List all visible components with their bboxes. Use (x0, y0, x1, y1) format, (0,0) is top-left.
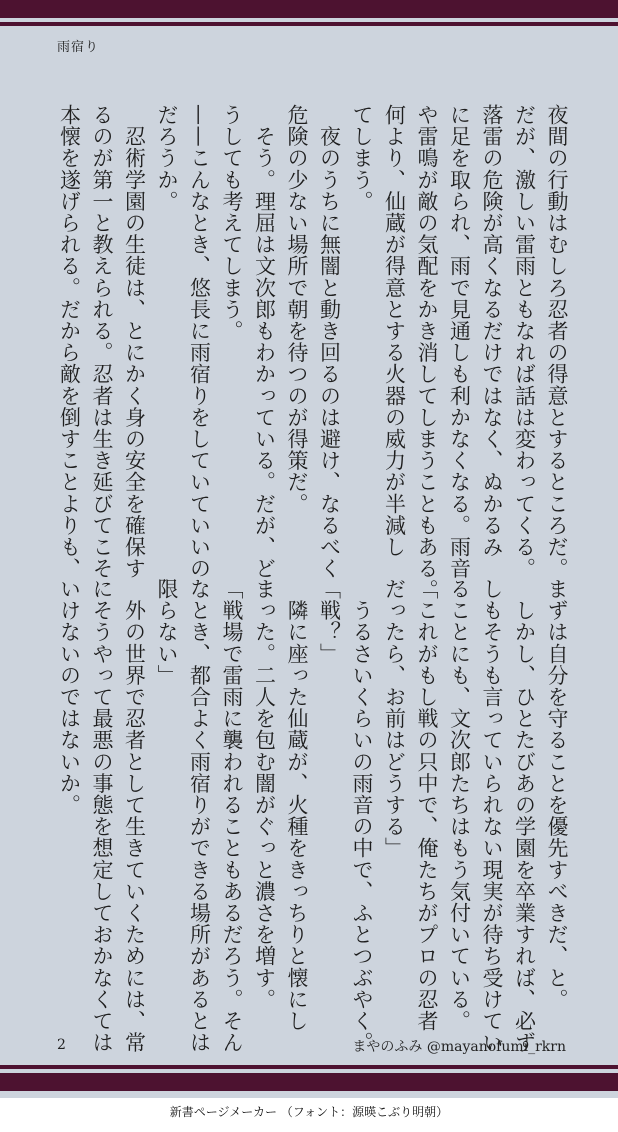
text-column: 「戦場で雷雨に襲われることもあるだろう。そん (220, 578, 244, 1054)
text-column: うるさいくらいの雨音の中で、ふとつぶやく。 (350, 578, 374, 1054)
text-column: だが、激しい雷雨ともなれば話は変わってくる。 (512, 104, 537, 580)
upper-text-block (53, 104, 573, 601)
text-column: てしまう。 (350, 104, 374, 212)
text-column: ——こんなとき、悠長に雨宿りをしていていいの (187, 104, 212, 580)
text-column: 「これがもし戦の只中で、俺たちがプロの忍者 (415, 578, 439, 1032)
text-column: 本懐を遂げられる。だから敵を倒すことよりも、 (57, 104, 82, 580)
text-column: 「戦？」 (317, 578, 342, 665)
text-column: や雷鳴が敵の気配をかき消してしまうこともある。 (415, 104, 439, 601)
text-column: だったら、お前はどうする」 (382, 578, 407, 859)
text-column: ることにも、文次郎たちはもう気付いている。 (447, 578, 472, 1032)
bottom-border-thick (0, 1073, 618, 1091)
text-column: そう。理屈は文次郎もわかっている。だが、ど (252, 104, 277, 580)
text-column: 忍術学園の生徒は、とにかく身の安全を確保す (122, 104, 147, 580)
text-column: 隣に座った仙蔵が、火種をきっちりと懐にし (285, 578, 309, 1032)
top-border-thin (0, 22, 618, 26)
text-column: 何より、仙蔵が得意とする火器の威力が半減し (382, 104, 407, 558)
text-column: まった。二人を包む闇がぐっと濃さを増す。 (252, 578, 277, 1010)
generator-caption: 新書ページメーカー （フォント：源暎こぶり明朝） (169, 1105, 449, 1119)
text-column: いけないのではないか。 (57, 578, 82, 816)
text-column: だろうか。 (155, 104, 179, 212)
text-column: まずは自分を守ることを優先すべきだ、と。 (545, 578, 569, 1010)
text-column: 夜のうちに無闇と動き回るのは避け、なるべく (317, 104, 342, 580)
bottom-border-thin (0, 1065, 618, 1069)
chapter-title: 雨宿り (57, 40, 100, 55)
text-column: しもそうも言っていられない現実が待ち受けてい (480, 578, 504, 1054)
text-column: 危険の少ない場所で朝を待つのが得策だ。 (285, 104, 309, 515)
text-column: に足を取られ、雨で見通しも利かなくなる。雨音 (447, 104, 472, 580)
text-column: るのが第一と教えられる。忍者は生き延びてこそ (90, 104, 114, 580)
text-column: しかし、ひとたびあの学園を卒業すれば、必ず (512, 578, 537, 1054)
text-column: 限らない」 (155, 578, 179, 686)
text-column: 外の世界で忍者として生きていくためには、常 (122, 578, 147, 1054)
author-credit: まやのふみ @mayanofumi_rkrn (352, 1039, 566, 1055)
text-column: 夜間の行動はむしろ忍者の得意とするところだ。 (545, 104, 569, 580)
text-column: うしても考えてしまう。 (220, 104, 244, 342)
page-number: 2 (57, 1037, 66, 1053)
text-column: なとき、都合よく雨宿りができる場所があるとは (187, 578, 212, 1054)
text-column: にそうやって最悪の事態を想定しておかなくては (90, 578, 114, 1054)
text-column: 落雷の危険が高くなるだけではなく、ぬかるみ (480, 104, 504, 558)
top-border-thick (0, 0, 618, 18)
